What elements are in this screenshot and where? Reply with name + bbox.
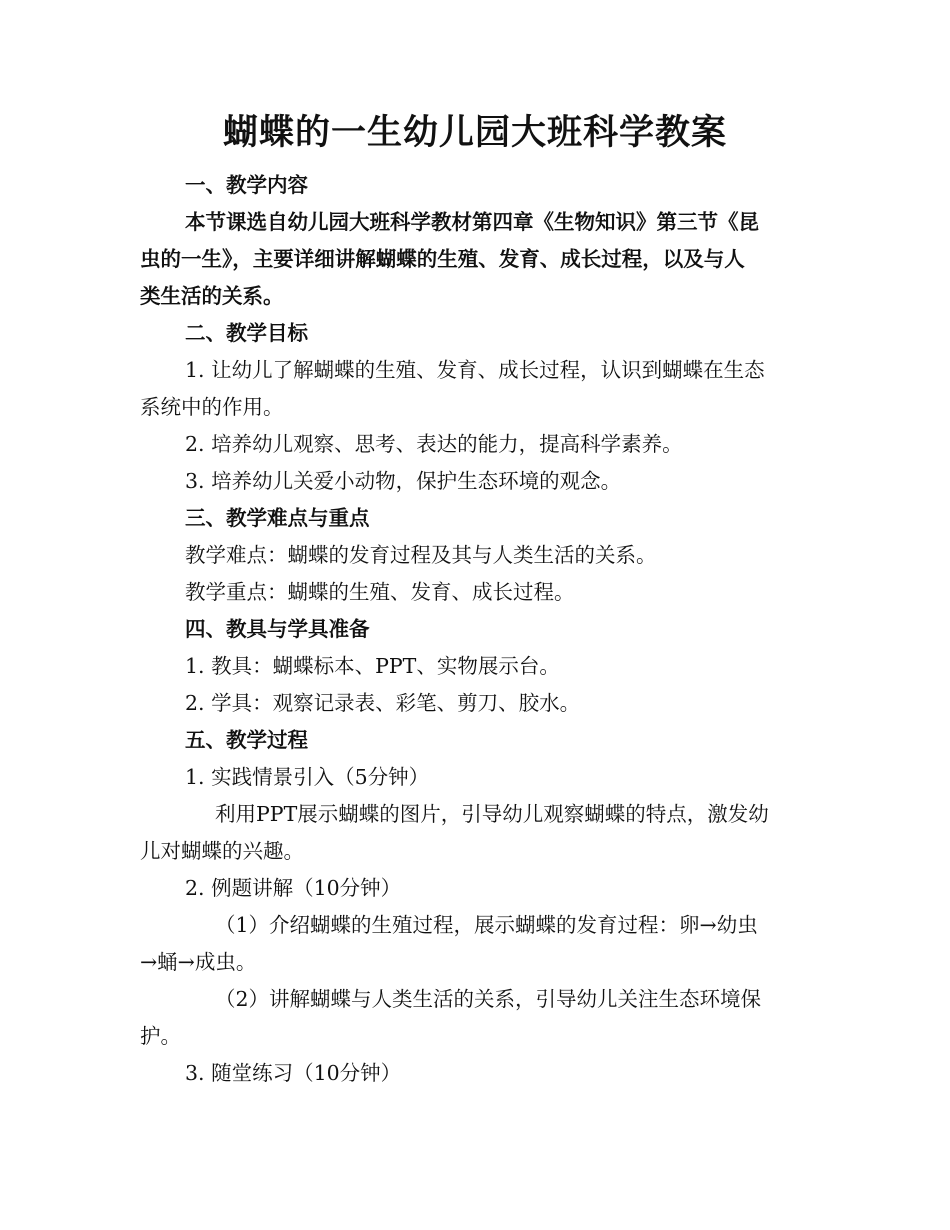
document-title: 蝴蝶的一生幼儿园大班科学教案 <box>222 112 727 153</box>
process-step: 1. 实践情景引入（5分钟） <box>185 765 430 789</box>
process-substep-continuation: 护。 <box>140 1024 181 1048</box>
section-heading-goals: 二、教学目标 <box>185 321 308 345</box>
materials-item: 2. 学具：观察记录表、彩笔、剪刀、胶水。 <box>185 691 581 715</box>
process-step-description: 儿对蝴蝶的兴趣。 <box>140 839 304 863</box>
difficulty-text: 教学难点：蝴蝶的发育过程及其与人类生活的关系。 <box>185 543 657 567</box>
process-substep-continuation: →蛹→成虫。 <box>140 950 257 974</box>
process-substep: （2）讲解蝴蝶与人类生活的关系，引导幼儿关注生态环境保 <box>215 987 762 1011</box>
goal-item: 3. 培养幼儿关爱小动物，保护生态环境的观念。 <box>185 469 622 493</box>
section-heading-difficulty: 三、教学难点与重点 <box>185 506 370 530</box>
goal-item-continuation: 系统中的作用。 <box>140 395 284 419</box>
content-paragraph-line: 虫的一生》，主要详细讲解蝴蝶的生殖、发育、成长过程，以及与人 <box>140 247 745 271</box>
goal-item: 2. 培养幼儿观察、思考、表达的能力，提高科学素养。 <box>185 432 683 456</box>
materials-item: 1. 教具：蝴蝶标本、PPT、实物展示台。 <box>185 654 560 678</box>
process-step: 3. 随堂练习（10分钟） <box>185 1061 402 1085</box>
process-step-description: 利用PPT展示蝴蝶的图片，引导幼儿观察蝴蝶的特点，激发幼 <box>215 802 769 826</box>
content-paragraph-line: 本节课选自幼儿园大班科学教材第四章《生物知识》第三节《昆 <box>185 210 759 234</box>
process-step: 2. 例题讲解（10分钟） <box>185 876 402 900</box>
process-substep: （1）介绍蝴蝶的生殖过程，展示蝴蝶的发育过程：卵→幼虫 <box>215 913 758 937</box>
section-heading-content: 一、教学内容 <box>185 173 308 197</box>
content-paragraph-line: 类生活的关系。 <box>140 284 284 308</box>
section-heading-process: 五、教学过程 <box>185 728 308 752</box>
key-point-text: 教学重点：蝴蝶的生殖、发育、成长过程。 <box>185 580 575 604</box>
section-heading-materials: 四、教具与学具准备 <box>185 617 370 641</box>
goal-item: 1. 让幼儿了解蝴蝶的生殖、发育、成长过程，认识到蝴蝶在生态 <box>185 358 765 382</box>
